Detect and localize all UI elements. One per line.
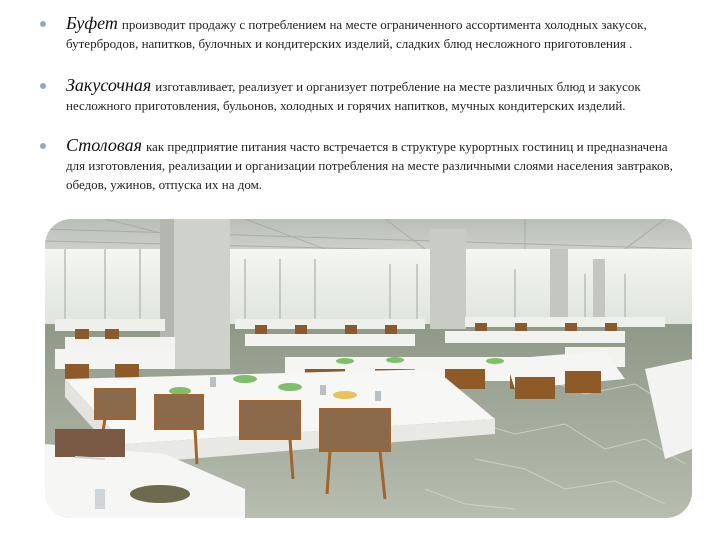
bullet-icon <box>40 143 46 149</box>
definition-stolovaya: как предприятие питания часто встречается в структуре курортных гостиниц и предназначена для изготовления, реализации и организации потребления на месте различными слоями населения завтраков, обедов, ужинов, отпуска их на дом. <box>66 139 673 192</box>
definition-bufet: производит продажу с потреблением на месте ограниченного ассортимента холодных закусок, бутербродов, напитков, булочных и кондитерских изделий, сладких блюд несложного приготовления . <box>66 17 647 51</box>
column <box>550 249 568 324</box>
term-bufet: Буфет <box>66 13 118 33</box>
definition-zakusochnaya: изготавливает, реализует и организует потребление на месте различных блюд и закусок несложного приготовления, бульонов, холодных и горячих напитков, мучных кондитерских изделий. <box>66 79 641 113</box>
dining-hall-photo <box>45 219 692 518</box>
list-item-text <box>66 76 680 115</box>
column <box>593 259 605 319</box>
bullet-icon <box>40 21 46 27</box>
term-stolovaya: Столовая <box>66 135 142 155</box>
list-item-text <box>66 136 680 194</box>
bullet-icon <box>40 83 46 89</box>
term-zakusochnaya: Закусочная <box>66 75 152 95</box>
column <box>430 229 466 329</box>
list-item-text <box>66 14 680 53</box>
